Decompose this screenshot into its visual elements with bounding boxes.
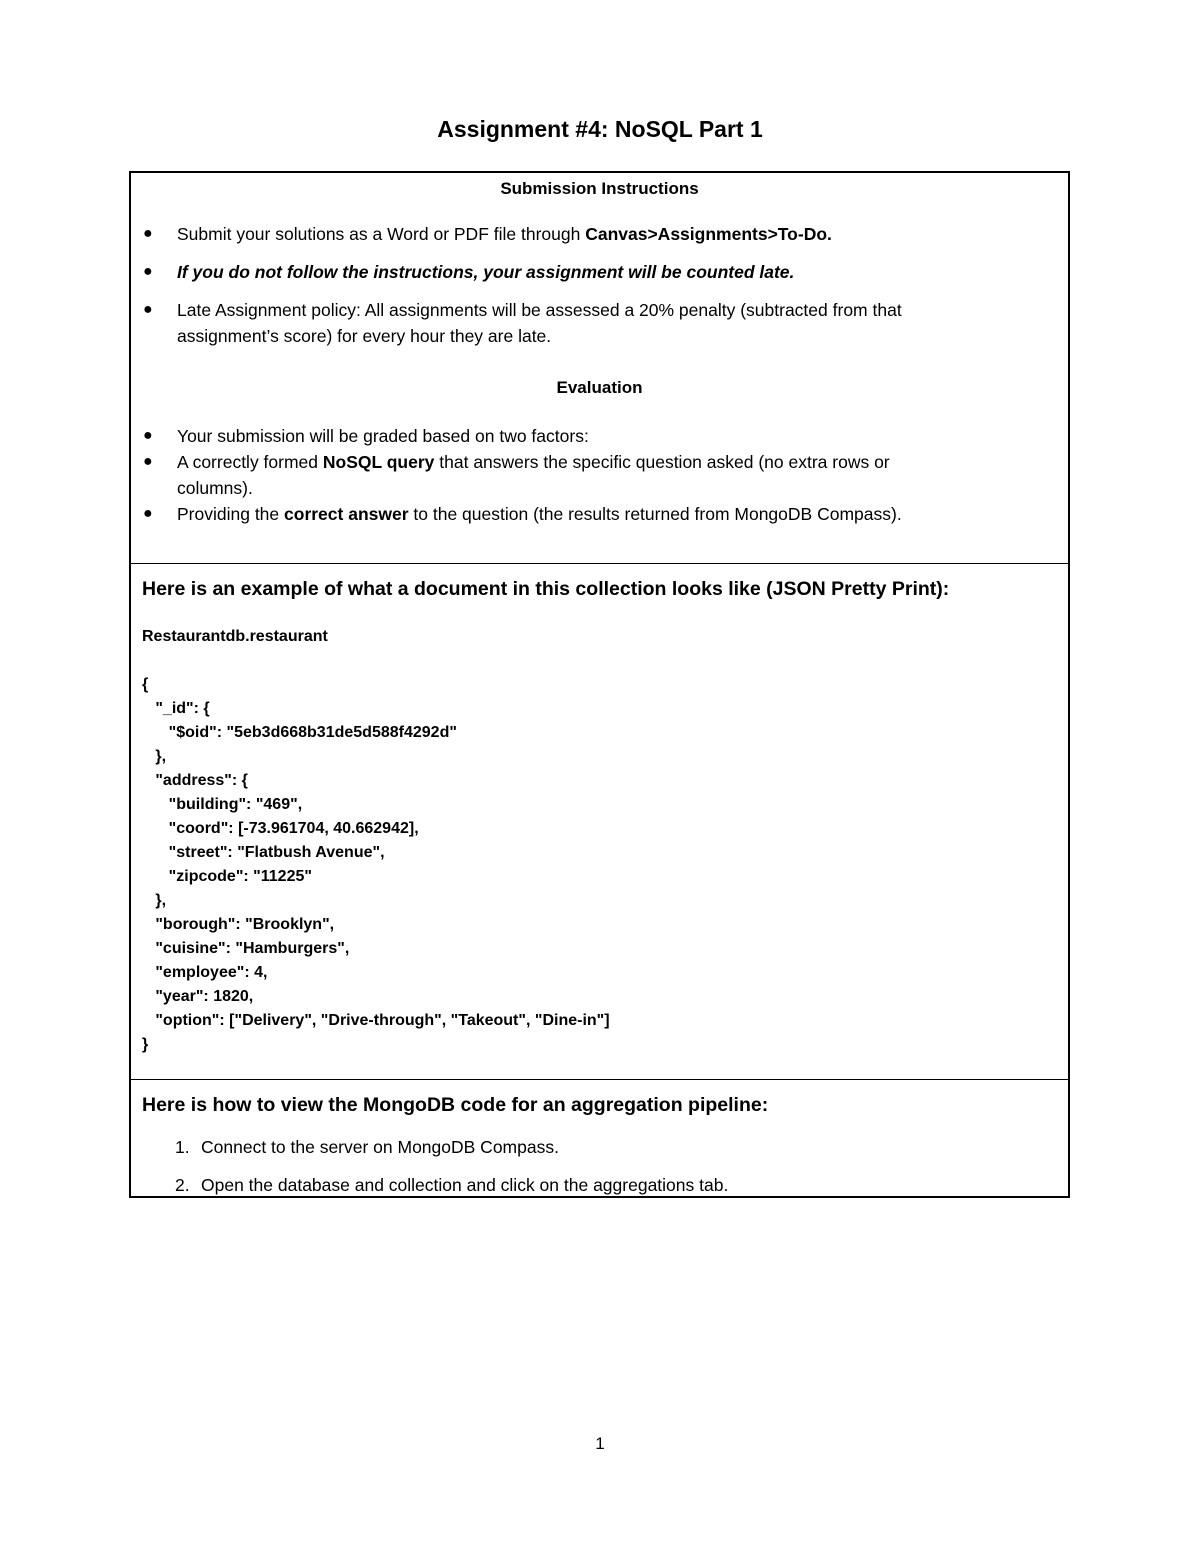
steps-list-2 bbox=[131, 1173, 1068, 1197]
bullet-text: A correctly formed bbox=[177, 452, 323, 472]
bullet-text: Submit your solutions as a Word or PDF file through bbox=[177, 224, 586, 244]
bullet-bold-text: Canvas>Assignments>To-Do. bbox=[585, 224, 832, 244]
aggregation-heading: Here is how to view the MongoDB code for an aggregation pipeline: bbox=[142, 1094, 769, 1116]
bullet-bold-text: NoSQL query bbox=[322, 452, 435, 472]
list-item bbox=[131, 297, 1068, 349]
evaluation-heading: Evaluation bbox=[556, 378, 643, 397]
submission-list bbox=[131, 221, 1068, 247]
evaluation-list bbox=[131, 423, 1068, 527]
list-item bbox=[131, 449, 1068, 501]
json-line: }, bbox=[142, 892, 167, 909]
bullet-icon: ● bbox=[143, 453, 153, 470]
collection-name: Restaurantdb.restaurant bbox=[142, 628, 328, 645]
policy-text-line2: assignment’s score) for every hour they are late. bbox=[177, 326, 552, 346]
json-line: "zipcode": "11225" bbox=[142, 868, 312, 885]
bullet-text: Your submission will be graded based on two factors: bbox=[177, 426, 589, 446]
bullet-icon: ● bbox=[143, 505, 153, 522]
page-number: 1 bbox=[595, 1434, 605, 1453]
example-heading: Here is an example of what a document in this collection looks like (JSON Pretty Print): bbox=[142, 578, 950, 600]
submission-heading: Submission Instructions bbox=[500, 179, 699, 198]
submission-list-3 bbox=[131, 297, 1068, 349]
list-item bbox=[131, 259, 1068, 285]
bullet-icon: ● bbox=[143, 427, 153, 444]
list-item bbox=[131, 423, 1068, 449]
json-line: "address": { bbox=[142, 772, 248, 789]
aggregation-box bbox=[129, 1079, 1070, 1198]
json-line: "option": ["Delivery", "Drive-through", "Takeout", "Dine-in"] bbox=[142, 1012, 610, 1029]
json-line: "street": "Flatbush Avenue", bbox=[142, 844, 385, 861]
json-example bbox=[142, 673, 610, 1057]
json-line: } bbox=[142, 1036, 149, 1053]
json-line: { bbox=[142, 676, 149, 693]
json-line: "$oid": "5eb3d668b31de5d588f4292d" bbox=[142, 724, 457, 741]
step-number: 2. bbox=[175, 1175, 190, 1195]
list-item bbox=[131, 1173, 1068, 1197]
steps-list bbox=[131, 1135, 1068, 1159]
bullet-text: that answers the specific question asked (no extra rows or bbox=[434, 452, 890, 472]
bullet-bold-text: correct answer bbox=[284, 504, 409, 524]
step-text: Connect to the server on MongoDB Compass. bbox=[201, 1137, 559, 1157]
json-line: }, bbox=[142, 748, 167, 765]
instructions-box bbox=[129, 171, 1070, 564]
bullet-text: columns). bbox=[177, 478, 253, 498]
bullet-icon: ● bbox=[143, 225, 153, 242]
json-line: "cuisine": "Hamburgers", bbox=[142, 940, 350, 957]
list-item bbox=[131, 501, 1068, 527]
json-line: "year": 1820, bbox=[142, 988, 254, 1005]
step-text: Open the database and collection and click on the aggregations tab. bbox=[201, 1175, 729, 1195]
document-title: Assignment #4: NoSQL Part 1 bbox=[437, 116, 763, 142]
list-item bbox=[131, 221, 1068, 247]
bullet-icon: ● bbox=[143, 301, 153, 318]
submission-list-2 bbox=[131, 259, 1068, 285]
policy-text-line1: Late Assignment policy: All assignments will be assessed a 20% penalty (subtracted from that bbox=[177, 300, 902, 320]
example-box bbox=[129, 563, 1070, 1080]
late-warning-text: If you do not follow the instructions, your assignment will be counted late. bbox=[177, 262, 795, 282]
bullet-icon: ● bbox=[143, 263, 153, 280]
json-line: "coord": [-73.961704, 40.662942], bbox=[142, 820, 419, 837]
list-item bbox=[131, 1135, 1068, 1159]
json-line: "building": "469", bbox=[142, 796, 303, 813]
json-line: "borough": "Brooklyn", bbox=[142, 916, 335, 933]
bullet-text: Providing the bbox=[177, 504, 285, 524]
bullet-text: to the question (the results returned from MongoDB Compass). bbox=[408, 504, 902, 524]
json-line: "employee": 4, bbox=[142, 964, 268, 981]
json-line: "_id": { bbox=[142, 700, 210, 717]
step-number: 1. bbox=[175, 1137, 190, 1157]
